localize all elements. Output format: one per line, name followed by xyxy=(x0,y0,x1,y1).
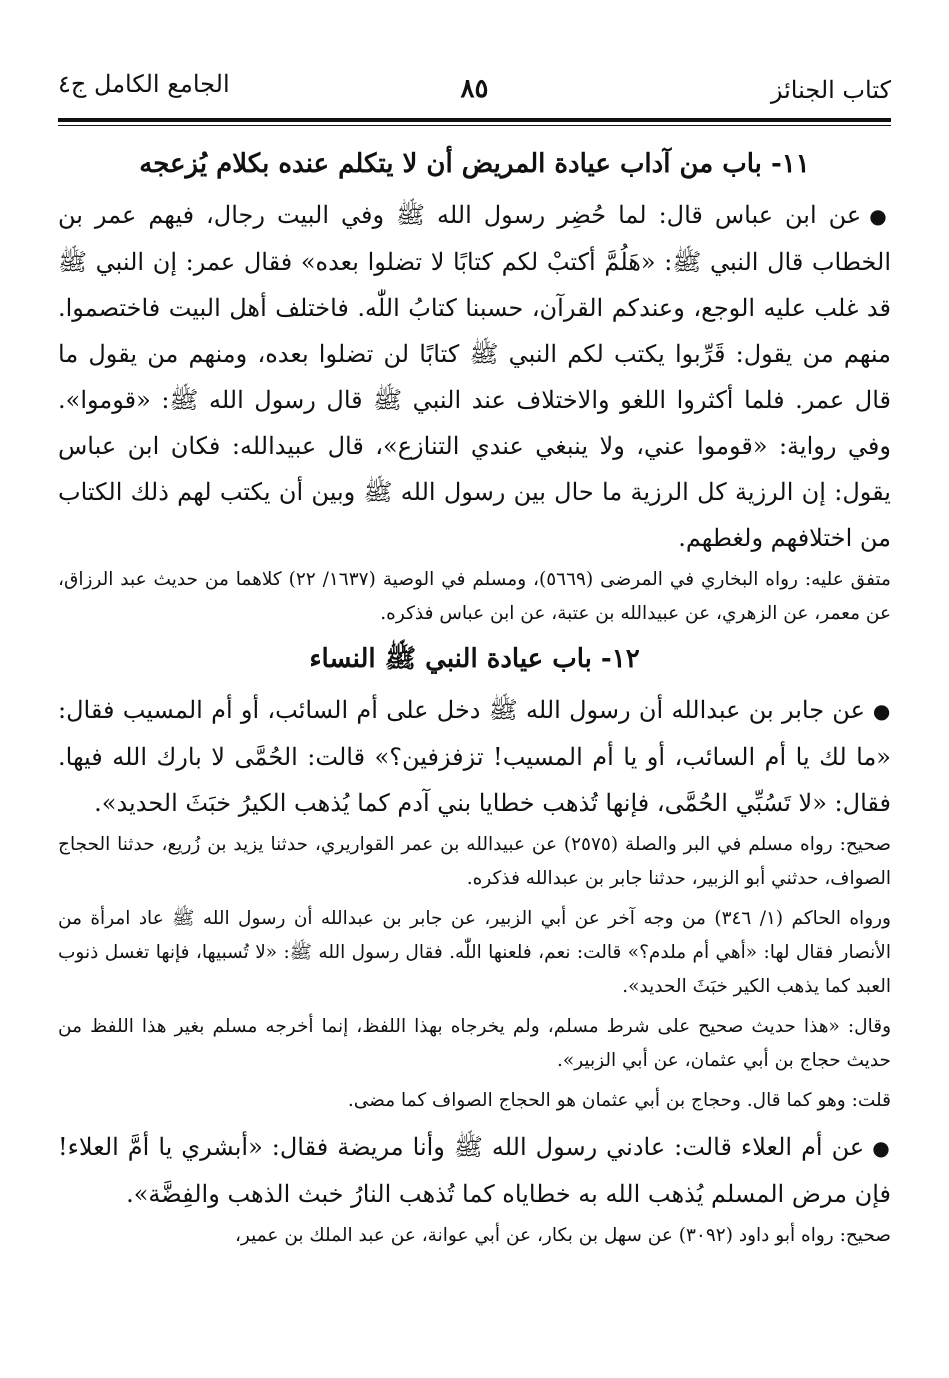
bullet-icon: ● xyxy=(869,204,892,228)
bullet-icon: ● xyxy=(872,699,892,723)
hadith-text: عن جابر بن عبدالله أن رسول الله ﷺ دخل على أم السائب، أو أم المسيب فقال: «ما لك يا أم السائب، أو يا أم المسيب! تزفزفين؟» قالت: الحُمَّى لا بارك الله فيها. فقال: «لا تَسُبِّي الحُمَّى، فإنها تُذهب خطايا بني آدم كما يُذهب الكيرُ خبَثَ الحديد». xyxy=(58,696,891,817)
takhrij-note: صحيح: رواه أبو داود (٣٠٩٢) عن سهل بن بكار، عن أبي عوانة، عن عبد الملك بن عمير، xyxy=(234,1225,891,1246)
chapter-title: كتاب الجنائز xyxy=(770,76,891,104)
section-heading-11: ١١- باب من آداب عيادة المريض أن لا يتكلم عنده بكلام يُزعجه xyxy=(139,149,810,179)
takhrij-note: متفق عليه: رواه البخاري في المرضى (٥٦٦٩)، ومسلم في الوصية (١٦٣٧/ ٢٢) كلاهما من حديث عبد الرزاق، عن معمر، عن الزهري، عن عبيدالله بن عتبة، عن ابن عباس فذكره. xyxy=(58,569,891,624)
takhrij-note: صحيح: رواه مسلم في البر والصلة (٢٥٧٥) عن عبيدالله بن عمر القواريري، حدثنا يزيد بن زُريع، حدثنا الحجاج الصواف، حدثني أبو الزبير، حدثنا جابر بن عبدالله فذكره. xyxy=(58,834,891,889)
hadith-text: عن ابن عباس قال: لما حُضِر رسول الله ﷺ وفي البيت رجال، فيهم عمر بن الخطاب قال النبي ﷺ: «هَلُمَّ أكتبْ لكم كتابًا لا تضلوا بعده» فقال عمر: إن النبي ﷺ قد غلب عليه الوجع، وعندكم القرآن، حسبنا كتابُ اللّٰه. فاختلف أهل البيت فاختصموا. منهم من يقول: قَرِّبوا يكتب لكم النبي ﷺ كتابًا لن تضلوا بعده، ومنهم من يقول ما قال عمر. فلما أكثروا اللغو والاختلاف عند النبي ﷺ قال رسول الله ﷺ: «قوموا». وفي رواية: «قوموا عني، ولا ينبغي عندي التنازع»، قال عبيدالله: فكان ابن عباس يقول: إن الرزية كل الرزية ما حال بين رسول الله ﷺ وبين أن يكتب لهم ذلك الكتاب من اختلافهم ولغطهم. xyxy=(58,201,891,552)
hadith-paragraph xyxy=(58,687,891,826)
bullet-icon: ● xyxy=(872,1136,892,1160)
takhrij-note: ورواه الحاكم (١/ ٣٤٦) من وجه آخر عن أبي الزبير، عن جابر بن عبدالله أن رسول الله ﷺ عاد امرأة من الأنصار فقال لها: «أهي أم ملدم؟» قالت: نعم، فلعنها اللّٰه. فقال رسول الله ﷺ: «لا تُسبيها، فإنها تغسل ذنوب العبد كما يذهب الكير خبَثَ الحديد». xyxy=(58,908,891,997)
hadith-text: عن أم العلاء قالت: عادني رسول الله ﷺ وأنا مريضة فقال: «أبشري يا أمَّ العلاء! فإن مرض المسلم يُذهب الله به خطاياه كما تُذهب النارُ خبث الذهب والفِضَّة». xyxy=(58,1133,891,1208)
takhrij-note: وقال: «هذا حديث صحيح على شرط مسلم، ولم يخرجاه بهذا اللفظ، إنما أخرجه مسلم بغير هذا اللفظ من حديث حجاج بن أبي عثمان، عن أبي الزبير». xyxy=(58,1016,891,1071)
hadith-paragraph xyxy=(58,192,891,561)
book-title: الجامع الكامل ج٤ xyxy=(58,70,230,98)
section-heading-12: ١٢- باب عيادة النبي ﷺ النساء xyxy=(309,644,640,674)
header-rule-thick xyxy=(58,118,891,122)
page-number: ٨٥ xyxy=(460,74,489,104)
takhrij-note: قلت: وهو كما قال. وحجاج بن أبي عثمان هو الحجاج الصواف كما مضى. xyxy=(347,1090,891,1111)
page-content xyxy=(58,138,891,1259)
page-header xyxy=(58,66,891,116)
header-rule-thin xyxy=(58,125,891,126)
hadith-paragraph xyxy=(58,1124,891,1217)
